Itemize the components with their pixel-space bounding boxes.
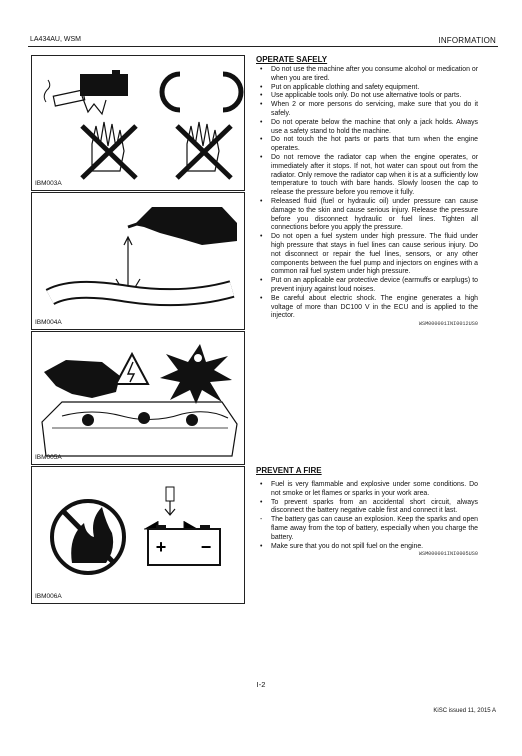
list-item: • Fuel is very flammable and explosive under some conditions. Do not smoke or let flames or sparks in your work area. <box>256 481 478 499</box>
list-item: • To prevent sparks from an accidental short circuit, always disconnect the battery negative cable first and connect it last. <box>256 499 478 517</box>
figure-code: IBM006A <box>35 593 62 600</box>
pill-icon <box>80 70 128 114</box>
battery-icon <box>144 487 220 565</box>
figure-ibm004a <box>31 192 245 330</box>
bullet-list <box>256 66 478 321</box>
list-item: • Put on an applicable ear protective device (earmuffs or earplugs) to prevent injury against loud noises. <box>256 277 478 295</box>
list-item: • Released fluid (fuel or hydraulic oil) under pressure can cause damage to the skin and cause serious injury. Release the pressure before you disconnect hydraulic or fuel lines. Tighten all connections before you apply the pressure. <box>256 198 478 233</box>
arrow-cycle-icon <box>162 74 241 110</box>
list-item: • Be careful about electric shock. The engine generates a high voltage of more than DC100 V in the ECU and is applied to the injector. <box>256 295 478 321</box>
figure-ibm003a <box>31 55 245 191</box>
list-item: • Use applicable tools only. Do not use alternative tools or parts. <box>256 92 478 101</box>
crossed-hands-icon <box>82 122 231 178</box>
figure-code: IBM003A <box>35 180 62 187</box>
reference-code: WSM000001INI0012US0 <box>418 321 478 328</box>
no-fire-icon <box>52 501 124 573</box>
document-code: LA434AU, WSM <box>30 36 81 43</box>
list-item: • Do not operate below the machine that only a jack holds. Always use a safety stand to hold the machine. <box>256 119 478 137</box>
reference-code: WSM000001INI0005US0 <box>418 551 478 558</box>
hydraulic-hose-icon <box>50 289 232 297</box>
section-prevent-fire <box>256 466 478 557</box>
figure-ibm005a <box>31 331 245 465</box>
list-item: • When 2 or more persons do servicing, make sure that you do it safely. <box>256 101 478 119</box>
bullet-list <box>256 481 478 551</box>
issue-note: KiSC issued 11, 2015 A <box>433 708 496 714</box>
section-operate-safely <box>256 55 478 327</box>
hand-icon <box>44 360 120 398</box>
cigarette-icon <box>44 80 84 106</box>
section-header: INFORMATION <box>438 36 496 45</box>
header-rule <box>28 46 498 47</box>
list-item: • Make sure that you do not spill fuel on the engine. <box>256 543 478 552</box>
list-item: • Put on applicable clothing and safety equipment. <box>256 84 478 93</box>
engine-icon <box>42 402 237 456</box>
page-number: I-2 <box>256 680 266 689</box>
section-title: PREVENT A FIRE <box>256 466 322 475</box>
shock-figure-icon <box>160 344 232 404</box>
high-voltage-icon <box>116 354 148 384</box>
list-item: - The battery gas can cause an explosion. Keep the sparks and open flame away from the top of battery, especially when you charge the battery. <box>256 516 478 542</box>
figure-code: IBM005A <box>35 454 62 461</box>
figure-ibm006a <box>31 466 245 604</box>
minus-symbol: − <box>200 537 212 557</box>
section-title: OPERATE SAFELY <box>256 55 328 64</box>
list-item: • Do not open a fuel system under high pressure. The fluid under high pressure that stays in fuel lines can cause serious injury. Do not disconnect or repair the fuel lines, sensors, or any other components between the fuel pump and injectors on engines with a common rail fuel system under high pressure. <box>256 233 478 277</box>
figure-code: IBM004A <box>35 319 62 326</box>
list-item: • Do not touch the hot parts or parts that turn when the engine operates. <box>256 136 478 154</box>
list-item: • Do not use the machine after you consume alcohol or medication or when you are tired. <box>256 66 478 84</box>
list-item: • Do not remove the radiator cap when the engine operates, or immediately after it stops. If not, hot water can spout out from the radiator. Only remove the radiator cap when it is at a sufficiently low temperature to touch with bare hands. Slowly loosen the cap to release the pressure before you remove it fully. <box>256 154 478 198</box>
plus-symbol: + <box>155 537 167 557</box>
hand-icon <box>128 207 237 245</box>
